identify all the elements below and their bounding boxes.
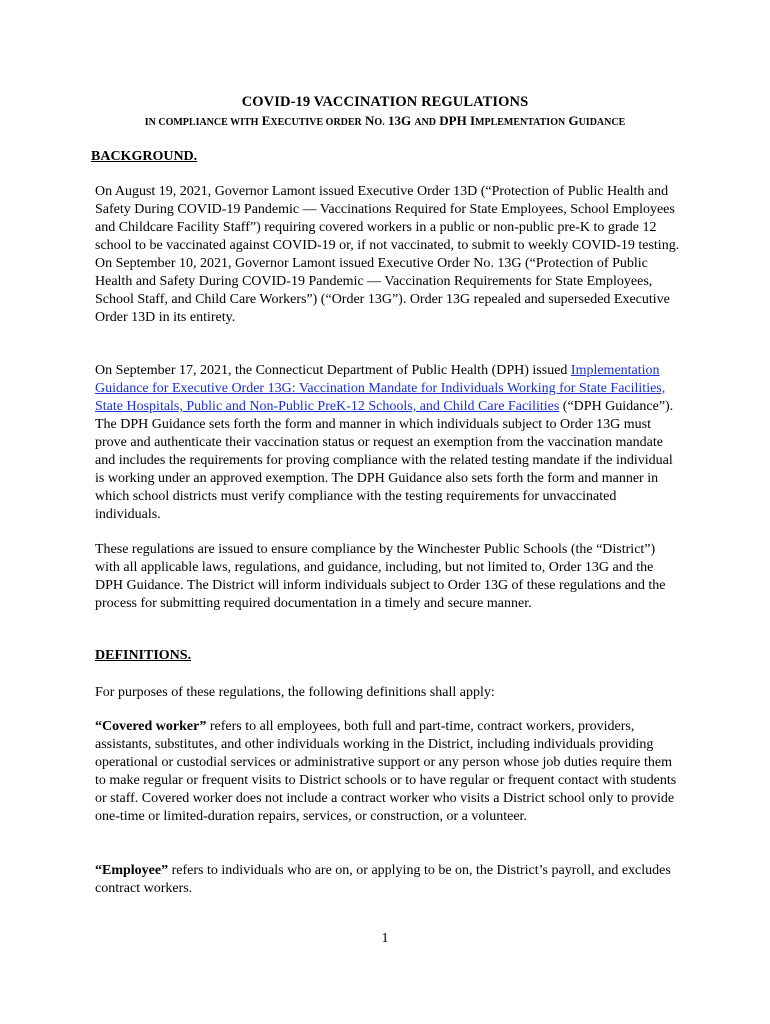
definition-term: “Covered worker” <box>95 719 207 734</box>
paragraph-text: On September 17, 2021, the Connecticut Department of Public Health (DPH) issued <box>95 363 571 378</box>
subtitle-part: MPLEMENTATION <box>475 117 566 128</box>
subtitle-part: XECUTIVE ORDER <box>270 117 362 128</box>
definition-text: refers to all employees, both full and part-time, contract workers, providers, assistants, substitutes, and other individuals working in the District, including individuals providing operational or custodial services or administrative support or any person whose job duties require them to make regular or frequent visits to District schools or to have regular or frequent contact with students or staff. Covered worker does not include a contract worker who visits a District school only to provide one-time or limited-duration repairs, services, or construction, or a volunteer. <box>95 719 677 824</box>
subtitle-part: AND <box>414 117 436 128</box>
covered-worker-definition <box>95 718 680 826</box>
definition-term: “Employee” <box>95 863 169 878</box>
subtitle-part: O. <box>374 117 385 128</box>
subtitle-part: I <box>469 113 476 128</box>
definitions-intro: For purposes of these regulations, the following definitions shall apply: <box>95 685 495 700</box>
background-paragraph-1: On August 19, 2021, Governor Lamont issued Executive Order 13D (“Protection of Public Health and Safety During COVID-19 Pandemic — Vaccinations Required for State Employees, School Employees and Childcare Facility Staff”) requiring covered workers in a public or non-public pre-K to grade 12 school to be vaccinated against COVID-19 or, if not vaccinated, to submit to weekly COVID-19 testing. On September 10, 2021, Governor Lamont issued Executive Order No. 13G (“Protection of Public Health and Safety During COVID-19 Pandemic — Vaccination Requirements for State Employees, School Staff, and Child Care Workers”) (“Order 13G”). Order 13G repealed and superseded Executive Order 13D in its entirety. <box>95 184 680 325</box>
subtitle-part: DPH <box>439 113 467 128</box>
document-subtitle <box>0 113 770 129</box>
background-paragraph-3: These regulations are issued to ensure compliance by the Winchester Public Schools (the “District”) with all applicable laws, regulations, and guidance, including, but not limited to, Order 13G and the DPH Guidance. The District will inform individuals subject to Order 13G of these regulations and the process for submitting required documentation in a timely and secure manner. <box>95 542 666 611</box>
subtitle-part: N <box>365 113 375 128</box>
subtitle-part: UIDANCE <box>578 117 626 128</box>
background-heading: BACKGROUND. <box>91 149 198 164</box>
definitions-heading: DEFINITIONS. <box>95 648 192 663</box>
background-paragraph-2 <box>95 362 680 524</box>
employee-definition <box>95 862 680 898</box>
subtitle-part: G <box>568 113 579 128</box>
subtitle-part: IN COMPLIANCE WITH <box>144 117 259 128</box>
definition-text: refers to individuals who are on, or applying to be on, the District’s payroll, and excludes contract workers. <box>95 863 671 896</box>
document-title: COVID-19 VACCINATION REGULATIONS <box>241 94 529 110</box>
dph-guidance-link[interactable]: Implementation Guidance for Executive Order 13G: Vaccination Mandate for Individuals Working for State Facilities, State Hospitals, Public and Non-Public PreK-12 Schools, and Child Care Facilities <box>95 363 666 414</box>
paragraph-text: (“DPH Guidance”). The DPH Guidance sets forth the form and manner in which individuals subject to Order 13G must prove and authenticate their vaccination status or request an exemption from the vaccination mandate and includes the requirements for proving compliance with the related testing mandate if the individual is working under an approved exemption. The DPH Guidance also sets forth the form and manner in which school districts must verify compliance with the testing requirements for unvaccinated individuals. <box>95 399 674 522</box>
subtitle-part: E <box>261 113 271 128</box>
subtitle-part: 13G <box>387 113 412 128</box>
page-number: 1 <box>381 931 389 946</box>
